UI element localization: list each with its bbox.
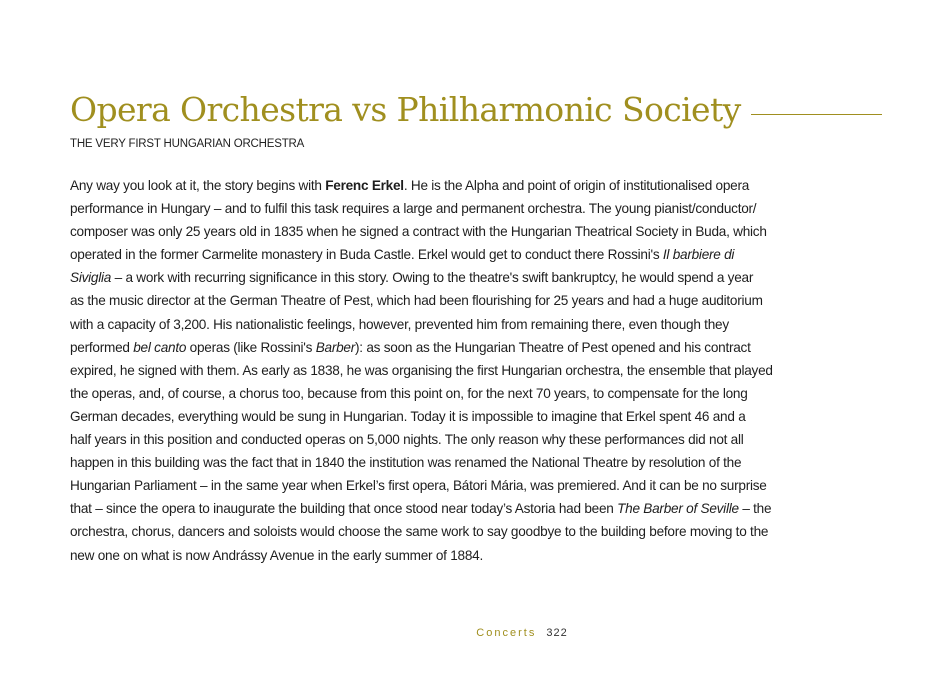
text-run: happen in this building was the fact that in 1840 the institution was renamed the National Theatre by resolution of the (70, 455, 742, 471)
page-footer (0, 627, 944, 639)
text-run: . He is the Alpha and point of origin of institutionalised opera (403, 178, 750, 193)
text-run: operated in the former Carmelite monastery in Buda Castle. Erkel would get to conduct there Rossini's (70, 247, 663, 263)
paragraph-line (70, 289, 878, 312)
text-run: performed (70, 339, 134, 355)
italic-text: Il barbiere di (662, 247, 735, 263)
italic-text: bel canto (133, 339, 187, 355)
text-run: Hungarian Parliament – in the same year when Erkel’s first opera, Bátori Mária, was premiered. And it can be no surprise (70, 478, 767, 494)
paragraph-line (70, 336, 878, 359)
paragraph-line (70, 544, 878, 567)
paragraph-line (70, 520, 878, 543)
paragraph-line (70, 428, 878, 451)
paragraph-line (70, 382, 878, 405)
paragraph-line (70, 497, 878, 520)
text-run: with a capacity of 3,200. His nationalistic feelings, however, prevented him from remaining there, even though they (70, 316, 729, 332)
paragraph-line (70, 220, 878, 243)
text-run: orchestra, chorus, dancers and soloists would choose the same work to say goodbye to the building before moving to the (70, 524, 769, 540)
paragraph-line (70, 266, 878, 289)
text-run: new one on what is now Andrássy Avenue in the early summer of 1884. (70, 547, 483, 563)
text-run: – a work with recurring significance in this story. Owing to the theatre's swift bankruptcy, he would spend a year (111, 270, 754, 286)
paragraph-line (70, 197, 878, 220)
body-paragraph (70, 174, 878, 567)
text-run: – the (738, 501, 772, 517)
text-run: operas (like Rossini's (186, 339, 316, 355)
italic-text: Barber (315, 339, 356, 355)
paragraph-line (70, 474, 878, 497)
text-run: performance in Hungary – and to fulfil this task requires a large and permanent orchestra. The young pianist/conductor/ (70, 201, 757, 217)
text-run: half years in this position and conducted operas on 5,000 nights. The only reason why these performances did not all (70, 432, 744, 448)
text-run: ): as soon as the Hungarian Theatre of Pest opened and his contract (355, 339, 751, 355)
title-rule (751, 114, 882, 115)
paragraph-line (70, 174, 878, 197)
italic-text: Siviglia (70, 270, 112, 286)
page-subtitle: THE VERY FIRST HUNGARIAN ORCHESTRA (70, 138, 305, 150)
paragraph-line (70, 313, 878, 336)
text-run: German decades, everything would be sung in Hungarian. Today it is impossible to imagine that Erkel spent 46 and a (70, 408, 746, 424)
text-run: expired, he signed with them. As early as 1838, he was organising the first Hungarian orchestra, the ensemble that played (70, 362, 773, 378)
paragraph-line (70, 451, 878, 474)
footer-section-label: Concerts (476, 627, 537, 639)
text-run: as the music director at the German Theatre of Pest, which had been flourishing for 25 years and had a huge auditorium (70, 293, 763, 309)
title-row (70, 90, 882, 130)
italic-text: The Barber of Seville (617, 501, 739, 517)
paragraph-line (70, 405, 878, 428)
text-run: the operas, and, of course, a chorus too, because from this point on, for the next 70 years, to compensate for the long (70, 385, 748, 401)
bold-text: Ferenc Erkel (325, 178, 404, 193)
paragraph-line (70, 359, 878, 382)
page-title: Opera Orchestra vs Philharmonic Society (70, 90, 741, 129)
page-number: 322 (546, 627, 568, 639)
text-run: composer was only 25 years old in 1835 when he signed a contract with the Hungarian Theatrical Society in Buda, which (70, 224, 767, 240)
text-run: Any way you look at it, the story begins with (70, 178, 326, 193)
text-run: that – since the opera to inaugurate the building that once stood near today’s Astoria had been (70, 501, 618, 517)
paragraph-line (70, 243, 878, 266)
